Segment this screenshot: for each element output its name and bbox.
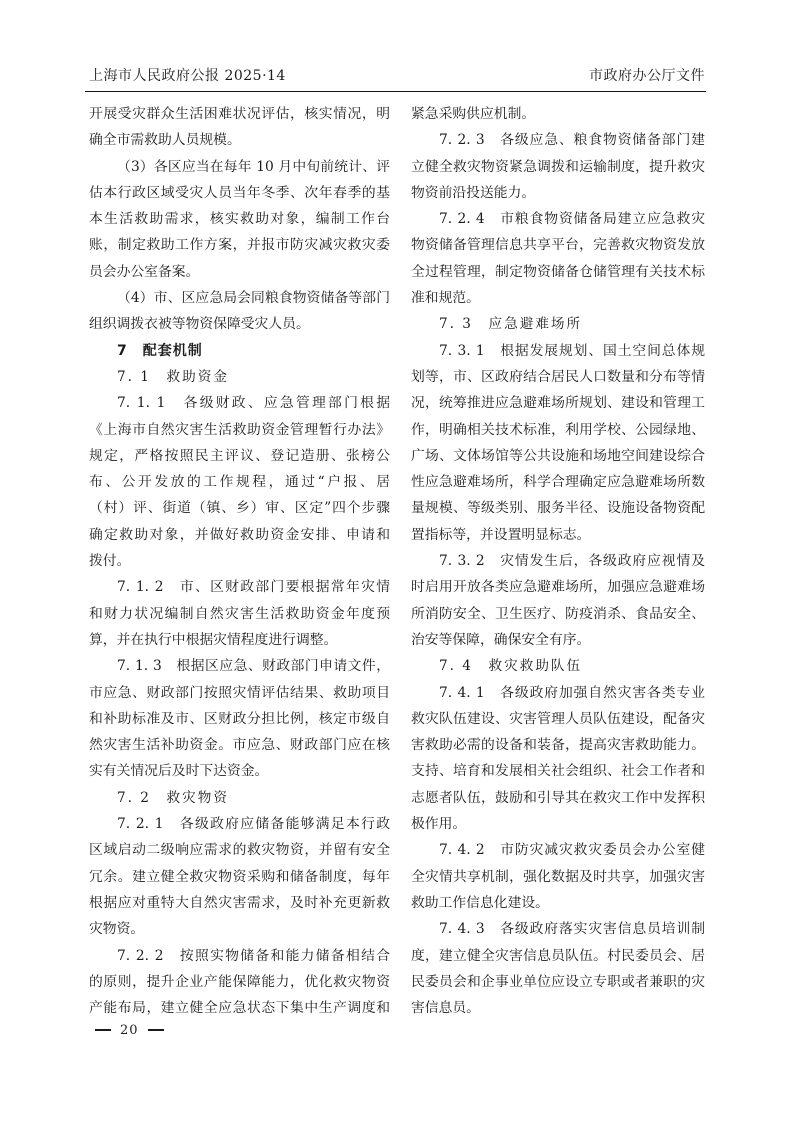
text-line: 物资储备管理信息共享平台，完善救灾物资发放	[411, 237, 705, 254]
paragraph	[89, 811, 390, 942]
text-line: 7. 2. 4 市粮食物资储备局建立应急救灾	[439, 211, 705, 228]
text-line: 7. 3. 2 灾情发生后，各级政府应视情及	[439, 553, 705, 570]
page-footer	[95, 1022, 164, 1038]
paragraph	[411, 837, 705, 916]
text-line: 治安等保障，确保安全有序。	[411, 631, 591, 648]
section-heading	[411, 653, 705, 679]
text-line: 民委员会和企事业单位应设立专职或者兼职的灾	[411, 973, 705, 990]
text-line: 市应急、财政部门按照灾情评估结果、救助项目	[89, 684, 390, 701]
paragraph	[89, 653, 390, 784]
page-number: 20	[120, 1022, 139, 1038]
footer-dash-left-icon	[95, 1029, 111, 1031]
paragraph	[89, 574, 390, 653]
header-rule	[85, 91, 706, 92]
text-line: 开展受灾群众生活困难状况评估，核实情况，明	[89, 106, 390, 122]
text-line: 7. 2 救灾物资	[117, 789, 229, 806]
text-line: 志愿者队伍，鼓励和引导其在救灾工作中发挥积	[411, 789, 705, 806]
text-line: 7. 3. 1 根据发展规划、国土空间总体规	[439, 342, 705, 359]
text-line: 本生活救助需求，核实救助对象，编制工作台	[89, 211, 390, 228]
text-line: 害救助必需的设备和装备，提高灾害救助能力。	[411, 737, 705, 754]
text-line: 冗余。建立健全救灾物资采购和储备制度，每年	[89, 868, 390, 885]
text-line: 和补助标准及市、区财政分担比例，核定市级自	[89, 710, 390, 727]
text-line: 作，明确相关技术标准，利用学校、公园绿地、	[411, 421, 705, 438]
text-line: 7. 4. 1 各级政府加强自然灾害各类专业	[439, 684, 705, 701]
text-line: 7. 4 救灾救助队伍	[439, 658, 583, 675]
text-line: 然灾害生活补助资金。市应急、财政部门应在核	[89, 737, 390, 754]
text-line: 确全市需救助人员规模。	[89, 132, 241, 149]
text-line: 物资前沿投送能力。	[411, 184, 536, 201]
text-line: 灾物资。	[89, 921, 145, 938]
paragraph	[411, 916, 705, 1021]
text-line: 救灾队伍建设、灾害管理人员队伍建设，配备灾	[411, 710, 705, 727]
section-heading	[89, 338, 390, 364]
section-heading	[89, 785, 390, 811]
paragraph	[89, 101, 390, 154]
text-line: 7. 1. 2 市、区财政部门要根据常年灾情	[117, 579, 390, 596]
text-line: 7. 4. 3 各级政府落实灾害信息员培训制	[439, 921, 705, 938]
text-line: （村）评、街道（镇、乡）审、区定”四个步骤	[89, 500, 390, 517]
text-line: 算，并在执行中根据灾情程度进行调整。	[89, 631, 338, 648]
text-line: 布、公开发放的工作规程，通过“户报、居	[89, 474, 390, 491]
text-line: 紧急采购供应机制。	[411, 106, 536, 122]
text-line: 7. 4. 2 市防灾减灾救灾委员会办公室健	[439, 842, 705, 859]
right-column	[411, 101, 705, 1021]
paragraph	[89, 154, 390, 285]
text-line: 和财力状况编制自然灾害生活救助资金年度预	[89, 605, 390, 622]
text-line: 时启用开放各类应急避难场所，加强应急避难场	[411, 579, 705, 596]
text-line: 救助工作信息化建设。	[411, 894, 549, 911]
text-line: 7. 2. 2 按照实物储备和能力储备相结合	[117, 947, 390, 964]
text-line: 7. 1. 3 根据区应急、财政部门申请文件，	[117, 658, 390, 675]
section-heading	[411, 311, 705, 337]
section-heading	[89, 364, 390, 390]
text-line: 划等，市、区政府结合居民人口数量和分布等情	[411, 368, 705, 385]
text-line: 员会办公室备案。	[89, 263, 200, 280]
paragraph	[89, 390, 390, 574]
paragraph	[411, 338, 705, 548]
text-line: 度，建立健全灾害信息员队伍。村民委员会、居	[411, 947, 705, 964]
text-line: 全灾情共享机制，强化数据及时共享，加强灾害	[411, 868, 705, 885]
text-line: 7. 3 应急避难场所	[439, 316, 583, 333]
paragraph	[411, 680, 705, 838]
text-line: 产能布局，建立健全应急状态下集中生产调度和	[89, 1000, 390, 1017]
text-line: 实有关情况后及时下达资金。	[89, 763, 269, 780]
text-line: 7. 2. 1 各级政府应储备能够满足本行政	[117, 816, 390, 833]
text-line: 害信息员。	[411, 1000, 480, 1017]
text-line: 规定，严格按照民主评议、登记造册、张榜公	[89, 447, 390, 464]
paragraph	[411, 206, 705, 311]
text-line: 况，统筹推进应急避难场所规划、建设和管理工	[411, 395, 705, 412]
text-line: 确定救助对象，并做好救助资金安排、申请和	[89, 526, 390, 543]
text-line: 全过程管理，制定物资储备仓储管理有关技术标	[411, 263, 705, 280]
left-column	[89, 101, 390, 1021]
text-line: 账，制定救助工作方案，并报市防灾减灾救灾委	[89, 237, 390, 254]
text-line: 广场、文体场馆等公共设施和场地空间建设综合	[411, 447, 705, 464]
text-line: 7 配套机制	[117, 342, 203, 359]
text-line: 极作用。	[411, 816, 467, 833]
paragraph	[411, 101, 705, 127]
text-line: 支持、培育和发展相关社会组织、社会工作者和	[411, 763, 705, 780]
text-line: 准和规范。	[411, 290, 480, 307]
text-line: （3）各区应当在每年 10 月中旬前统计、评	[117, 158, 390, 175]
text-line: 量规模、等级类别、服务半径、设施设备物资配	[411, 500, 705, 517]
text-line: （4）市、区应急局会同粮食物资储备等部门	[117, 290, 390, 307]
text-line: 拨付。	[89, 553, 131, 570]
header-section-title: 市政府办公厅文件	[589, 68, 705, 84]
text-line: 估本行政区域受灾人员当年冬季、次年春季的基	[89, 184, 390, 201]
text-line: 性应急避难场所，科学合理确定应急避难场所数	[411, 474, 705, 491]
paragraph	[89, 943, 390, 1022]
footer-dash-right-icon	[148, 1029, 164, 1031]
text-line: 7. 1 救助资金	[117, 368, 229, 385]
paragraph	[89, 285, 390, 338]
text-line: 区域启动二级响应需求的救灾物资，并留有安全	[89, 842, 390, 859]
text-line: 立健全救灾物资紧急调拨和运输制度，提升救灾	[411, 158, 705, 175]
paragraph	[411, 548, 705, 653]
text-line: 组织调拨衣被等物资保障受灾人员。	[89, 316, 310, 333]
text-line: 所消防安全、卫生医疗、防疫消杀、食品安全、	[411, 605, 705, 622]
text-line: 置指标等，并设置明显标志。	[411, 526, 591, 543]
text-line: 《上海市自然灾害生活救助资金管理暂行办法》	[89, 421, 390, 438]
text-line: 7. 1. 1 各级财政、应急管理部门根据	[117, 395, 390, 412]
text-line: 根据应对重特大自然灾害需求，及时补充更新救	[89, 894, 390, 911]
header-gazette-title: 上海市人民政府公报 2025·14	[89, 68, 286, 84]
paragraph	[411, 127, 705, 206]
text-line: 的原则，提升企业产能保障能力，优化救灾物资	[89, 973, 390, 990]
text-line: 7. 2. 3 各级应急、粮食物资储备部门建	[439, 132, 705, 149]
